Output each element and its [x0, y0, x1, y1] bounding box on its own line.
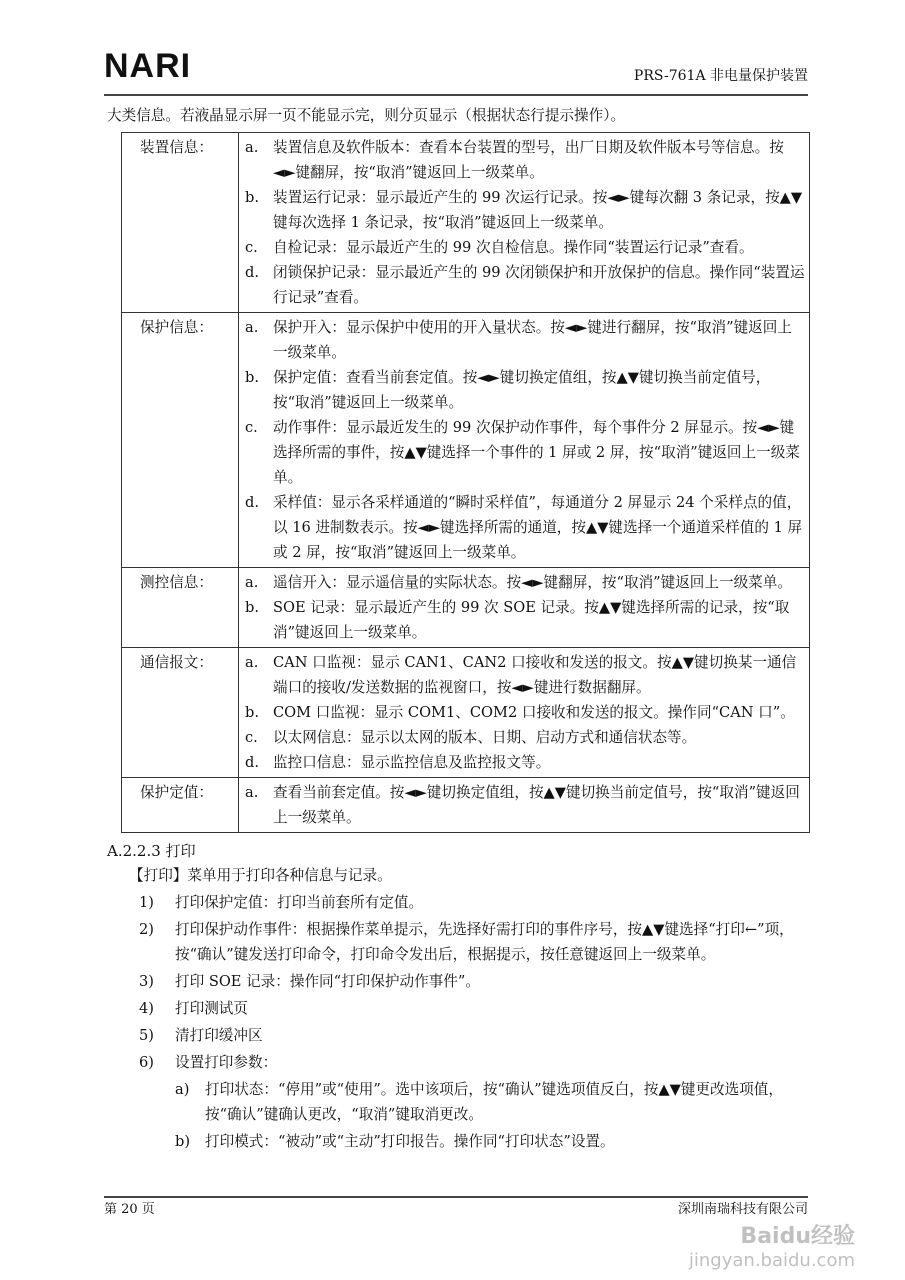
item-number: b): [175, 1133, 191, 1150]
item-number: 1): [139, 894, 154, 911]
list-item: [107, 917, 808, 967]
items-cell: [239, 133, 810, 313]
list-item: [239, 725, 809, 750]
list-item: [239, 570, 809, 595]
print-list: [107, 890, 808, 1075]
section-intro: 【打印】菜单用于打印各种信息与记录。: [129, 867, 392, 884]
item-label: b.: [245, 704, 259, 721]
item-number: a): [175, 1081, 190, 1098]
table-row: [122, 648, 810, 778]
list-item: [239, 415, 809, 490]
list-item: [239, 235, 809, 260]
watermark: [104, 1224, 855, 1280]
item-text: 打印保护动作事件：根据操作菜单提示，先选择好需打印的事件序号，按▲▼键选择“打印←”项，按“确认”键发送打印命令，打印命令发出后，根据提示，按任意键返回上一级菜单。: [175, 921, 794, 963]
item-text: 自检记录：显示最近产生的 99 次自检信息。操作同“装置运行记录”查看。: [273, 239, 754, 256]
category-cell: 测控信息：: [122, 568, 239, 648]
list-item: [239, 135, 809, 185]
item-text: 打印测试页: [175, 1000, 248, 1017]
list-item: [239, 315, 809, 365]
item-text: 遥信开入：显示遥信量的实际状态。按◄►键翻屏，按“取消”键返回上一级菜单。: [273, 574, 792, 591]
footer-divider: [104, 1196, 808, 1198]
item-text: 设置打印参数：: [175, 1054, 278, 1071]
item-text: 打印模式：“被动”或“主动”打印报告。操作同“打印状态”设置。: [205, 1133, 615, 1150]
item-text: 清打印缓冲区: [175, 1027, 263, 1044]
item-text: 打印 SOE 记录：操作同“打印保护动作事件”。: [175, 973, 480, 990]
list-item: [239, 780, 809, 830]
header-divider: [104, 94, 808, 96]
list-item: [239, 595, 809, 645]
item-text: 以太网信息：显示以太网的版本、日期、启动方式和通信状态等。: [273, 729, 697, 746]
list-item: [239, 260, 809, 310]
item-text: 打印保护定值：打印当前套所有定值。: [175, 894, 424, 911]
item-number: 5): [139, 1027, 154, 1044]
print-sublist: [107, 1077, 808, 1154]
items-cell: [239, 778, 810, 833]
items-cell: [239, 568, 810, 648]
item-text: 监控口信息：显示监控信息及监控报文等。: [273, 754, 551, 771]
list-item: [239, 650, 809, 700]
table-row: [122, 313, 810, 568]
list-item: [239, 490, 809, 565]
list-item: [107, 890, 808, 915]
item-label: a.: [245, 574, 259, 591]
intro-text: 大类信息。若液晶显示屏一页不能显示完，则分页显示（根据状态行提示操作）。: [107, 107, 626, 124]
section-title: 打印: [165, 842, 196, 860]
list-item: [239, 700, 809, 725]
category-cell: 保护定值：: [122, 778, 239, 833]
company-name: 深圳南瑞科技有限公司: [677, 1202, 808, 1217]
item-label: d.: [245, 754, 259, 771]
table-row: [122, 568, 810, 648]
list-item: [239, 185, 809, 235]
item-label: c.: [245, 419, 258, 436]
item-label: b.: [245, 599, 259, 616]
section-number: A.2.2.3: [107, 842, 161, 860]
item-text: 保护定值：查看当前套定值。按◄►键切换定值组，按▲▼键切换当前定值号，按“取消”键返回上一级菜单。: [273, 369, 771, 411]
page-header: [104, 0, 808, 94]
print-section: [107, 863, 808, 1154]
footer-row: [104, 1200, 808, 1220]
spacer: [104, 1154, 808, 1196]
item-label: b.: [245, 369, 259, 386]
items-cell: [239, 648, 810, 778]
section-heading: [107, 839, 808, 863]
item-label: d.: [245, 264, 259, 281]
item-label: a.: [245, 654, 259, 671]
nari-logo: NARI: [104, 47, 192, 85]
item-label: d.: [245, 494, 259, 511]
item-text: SOE 记录：显示最近产生的 99 次 SOE 记录。按▲▼键选择所需的记录，按“取消”键返回上一级菜单。: [273, 599, 790, 641]
category-cell: 保护信息：: [122, 313, 239, 568]
item-text: 采样值：显示各采样通道的“瞬时采样值”，每通道分 2 屏显示 24 个采样点的值，以 16 进制数表示。按◄►键选择所需的通道，按▲▼键选择一个通道采样值的 1 屏或 2 屏，按“取消”键返回上一级菜单。: [273, 494, 803, 561]
page-footer: [104, 1196, 855, 1280]
document-title: PRS-761A 非电量保护装置: [633, 68, 808, 84]
items-cell: [239, 313, 810, 568]
item-label: c.: [245, 239, 258, 256]
item-label: b.: [245, 189, 259, 206]
item-text: 闭锁保护记录：显示最近产生的 99 次闭锁保护和开放保护的信息。操作同“装置运行记录”查看。: [273, 264, 805, 306]
category-cell: 装置信息：: [122, 133, 239, 313]
sub-list-item: [175, 1129, 808, 1154]
item-label: c.: [245, 729, 258, 746]
list-item: [239, 365, 809, 415]
item-text: 打印状态：“停用”或“使用”。选中该项后，按“确认”键选项值反白，按▲▼键更改选项值，按“确认”键确认更改，“取消”键取消更改。: [205, 1081, 783, 1123]
list-item: [107, 969, 808, 994]
table-row: [122, 778, 810, 833]
item-label: a.: [245, 319, 259, 336]
sub-list-item: [175, 1077, 808, 1127]
list-item: [107, 996, 808, 1021]
list-item: [107, 1023, 808, 1048]
watermark-logo: Baidu经验: [740, 1224, 855, 1249]
item-label: a.: [245, 139, 259, 156]
item-text: COM 口监视：显示 COM1、COM2 口接收和发送的报文。操作同“CAN 口”。: [273, 704, 795, 721]
item-number: 2): [139, 921, 154, 938]
item-text: 查看当前套定值。按◄►键切换定值组，按▲▼键切换当前定值号，按“取消”键返回上一级菜单。: [273, 784, 800, 826]
item-text: 装置运行记录：显示最近产生的 99 次运行记录。按◄►键每次翻 3 条记录，按▲▼键每次选择 1 条记录，按“取消”键返回上一级菜单。: [273, 189, 803, 231]
watermark-url: jingyan.baidu.com: [688, 1250, 855, 1271]
category-cell: 通信报文：: [122, 648, 239, 778]
item-number: 4): [139, 1000, 154, 1017]
page-number: 第 20 页: [104, 1202, 155, 1217]
list-item: [107, 1050, 808, 1075]
item-number: 6): [139, 1054, 154, 1071]
item-text: 动作事件：显示最近发生的 99 次保护动作事件，每个事件分 2 屏显示。按◄►键选择所需的事件，按▲▼键选择一个事件的 1 屏或 2 屏，按“取消”键返回上一级菜单。: [273, 419, 800, 486]
item-label: a.: [245, 784, 259, 801]
item-text: 保护开入：显示保护中使用的开入量状态。按◄►键进行翻屏，按“取消”键返回上一级菜单。: [273, 319, 792, 361]
item-text: CAN 口监视：显示 CAN1、CAN2 口接收和发送的报文。按▲▼键切换某一通信端口的接收/发送数据的监视窗口，按◄►键进行数据翻屏。: [273, 654, 797, 696]
list-item: [239, 750, 809, 775]
menu-table: [121, 132, 810, 833]
item-text: 装置信息及软件版本：查看本台装置的型号，出厂日期及软件版本号等信息。按◄►键翻屏，按“取消”键返回上一级菜单。: [273, 139, 784, 181]
table-row: [122, 133, 810, 313]
item-number: 3): [139, 973, 154, 990]
